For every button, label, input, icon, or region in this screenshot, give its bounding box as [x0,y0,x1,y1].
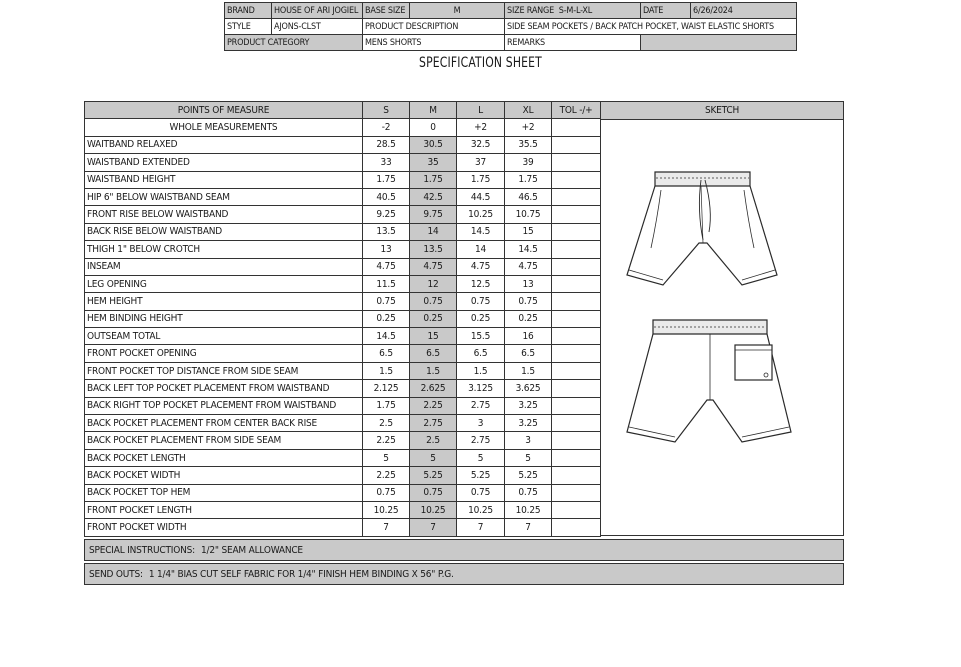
table-row [85,171,601,188]
table-row [85,501,601,518]
size-xl-value: 39 [505,154,552,171]
date-label: DATE [641,3,691,19]
size-m-value: 30.5 [410,136,457,153]
size-s-value: 5 [363,449,410,466]
size-s-value: 14.5 [363,328,410,345]
size-xl-value: 3 [505,432,552,449]
measure-name: BACK POCKET PLACEMENT FROM SIDE SEAM [85,432,363,449]
tolerance-value [552,397,601,414]
send-outs-label: SEND OUTS: [89,569,143,580]
table-row [85,154,601,171]
tolerance-value [552,328,601,345]
whole-measurements-row [85,119,601,136]
size-l-value: 3 [457,415,505,432]
size-s-value: 28.5 [363,136,410,153]
tolerance-value [552,501,601,518]
size-m-value: 10.25 [410,501,457,518]
size-m-value: 13.5 [410,241,457,258]
size-l-value: 2.75 [457,397,505,414]
table-row [85,484,601,501]
tolerance-value [552,519,601,536]
size-xl-value: 0.75 [505,293,552,310]
size-s-value: 2.25 [363,432,410,449]
size-s-value: 2.25 [363,467,410,484]
sketch-panel [600,101,844,536]
measure-name: BACK RISE BELOW WAISTBAND [85,223,363,240]
sketch-header: SKETCH [601,102,843,120]
size-l-value: 0.75 [457,484,505,501]
size-xl-value: 0.25 [505,310,552,327]
table-row [85,258,601,275]
tolerance-value [552,345,601,362]
send-outs-row [84,563,844,585]
measure-name: BACK LEFT TOP POCKET PLACEMENT FROM WAISTBAND [85,380,363,397]
tolerance-value [552,275,601,292]
size-s-value: 13.5 [363,223,410,240]
size-l-value: 15.5 [457,328,505,345]
tolerance-value [552,241,601,258]
measure-name: WAITBAND RELAXED [85,136,363,153]
tolerance-value [552,258,601,275]
size-s-value: 7 [363,519,410,536]
table-row [85,206,601,223]
size-m-value: 1.75 [410,171,457,188]
size-s-value: 40.5 [363,188,410,205]
size-s-value: 0.75 [363,293,410,310]
special-instructions-value: 1/2" SEAM ALLOWANCE [200,545,303,556]
tolerance-value [552,362,601,379]
tolerance-value [552,223,601,240]
size-s-value: 0.75 [363,484,410,501]
size-s-value: 6.5 [363,345,410,362]
size-l-value: 2.75 [457,432,505,449]
size-l-value: 1.75 [457,171,505,188]
size-l-value: 12.5 [457,275,505,292]
table-row [85,362,601,379]
size-xl-value: 3.625 [505,380,552,397]
size-s-value: 33 [363,154,410,171]
size-s-value: 4.75 [363,258,410,275]
size-m-value: 7 [410,519,457,536]
size-s-value: 9.25 [363,206,410,223]
measure-name: FRONT RISE BELOW WAISTBAND [85,206,363,223]
table-row [85,345,601,362]
size-s-value: 2.125 [363,380,410,397]
measure-name: BACK RIGHT TOP POCKET PLACEMENT FROM WAISTBAND [85,397,363,414]
size-m-value: 15 [410,328,457,345]
brand-label: BRAND [225,3,272,19]
size-m-value: 2.5 [410,432,457,449]
measure-name: HEM BINDING HEIGHT [85,310,363,327]
size-xl-value: 15 [505,223,552,240]
size-xl-value: 1.75 [505,171,552,188]
column-header-m: M [410,102,457,119]
size-l-value: 7 [457,519,505,536]
whole-measurements-label: WHOLE MEASUREMENTS [85,119,363,136]
size-xl-value: 10.75 [505,206,552,223]
sketch-drawings [601,120,843,535]
header-table [224,2,797,51]
size-l-value: 44.5 [457,188,505,205]
size-l-value: 37 [457,154,505,171]
page-title: SPECIFICATION SHEET [419,55,542,71]
style-value: AJONS-CLST [272,19,363,35]
size-xl-value: 0.75 [505,484,552,501]
size-l-value: 3.125 [457,380,505,397]
measure-name: WAISTBAND HEIGHT [85,171,363,188]
size-m-value: 2.25 [410,397,457,414]
size-range-value: S-M-L-XL [558,5,593,16]
measure-name: INSEAM [85,258,363,275]
size-xl-value: 10.25 [505,501,552,518]
measure-name: BACK POCKET TOP HEM [85,484,363,501]
tolerance-value [552,206,601,223]
size-m-value: 2.75 [410,415,457,432]
table-row [85,467,601,484]
remarks-label: REMARKS [505,35,641,51]
table-row [85,310,601,327]
size-l-value: 10.25 [457,206,505,223]
table-row [85,415,601,432]
size-s-value: 2.5 [363,415,410,432]
size-xl-value: 13 [505,275,552,292]
measure-name: LEG OPENING [85,275,363,292]
size-l-value: 5 [457,449,505,466]
size-xl-value: 14.5 [505,241,552,258]
table-row [85,380,601,397]
size-l-value: 14.5 [457,223,505,240]
size-s-value: 0.25 [363,310,410,327]
grade-l: +2 [457,119,505,136]
size-xl-value: 6.5 [505,345,552,362]
size-l-value: 5.25 [457,467,505,484]
size-range-cell [505,3,641,19]
back-shorts-sketch [627,320,791,442]
size-s-value: 1.5 [363,362,410,379]
size-l-value: 4.75 [457,258,505,275]
base-size-value: M [410,3,505,19]
measure-name: FRONT POCKET OPENING [85,345,363,362]
size-s-value: 10.25 [363,501,410,518]
size-l-value: 6.5 [457,345,505,362]
table-row [85,188,601,205]
size-m-value: 1.5 [410,362,457,379]
size-s-value: 13 [363,241,410,258]
size-xl-value: 16 [505,328,552,345]
size-m-value: 0.25 [410,310,457,327]
tolerance-value [552,136,601,153]
size-m-value: 6.5 [410,345,457,362]
measure-name: BACK POCKET PLACEMENT FROM CENTER BACK RISE [85,415,363,432]
size-m-value: 0.75 [410,484,457,501]
table-row [85,397,601,414]
column-header-s: S [363,102,410,119]
size-m-value: 2.625 [410,380,457,397]
measure-name: OUTSEAM TOTAL [85,328,363,345]
tolerance-value [552,449,601,466]
measure-name: HIP 6" BELOW WAISTBAND SEAM [85,188,363,205]
measure-name: FRONT POCKET TOP DISTANCE FROM SIDE SEAM [85,362,363,379]
tolerance-value [552,467,601,484]
size-m-value: 12 [410,275,457,292]
front-shorts-sketch [627,172,777,285]
size-m-value: 35 [410,154,457,171]
size-m-value: 0.75 [410,293,457,310]
size-xl-value: 7 [505,519,552,536]
tolerance-value [552,188,601,205]
measure-name: BACK POCKET LENGTH [85,449,363,466]
size-xl-value: 5.25 [505,467,552,484]
tolerance-value [552,310,601,327]
product-category-label: PRODUCT CATEGORY [225,35,363,51]
size-m-value: 5 [410,449,457,466]
spec-table [84,101,601,537]
measure-name: BACK POCKET WIDTH [85,467,363,484]
size-m-value: 42.5 [410,188,457,205]
tolerance-value [552,293,601,310]
size-l-value: 32.5 [457,136,505,153]
size-xl-value: 46.5 [505,188,552,205]
column-header-xl: XL [505,102,552,119]
size-l-value: 0.25 [457,310,505,327]
column-header-l: L [457,102,505,119]
size-m-value: 5.25 [410,467,457,484]
measure-name: FRONT POCKET WIDTH [85,519,363,536]
size-s-value: 11.5 [363,275,410,292]
special-instructions-label: SPECIAL INSTRUCTIONS: [89,545,195,556]
spec-table-header [85,102,601,119]
grade-s: -2 [363,119,410,136]
product-description-label: PRODUCT DESCRIPTION [363,19,505,35]
size-l-value: 1.5 [457,362,505,379]
tolerance-value [552,484,601,501]
size-xl-value: 4.75 [505,258,552,275]
column-header-tol: TOL -/+ [552,102,601,119]
table-row [85,293,601,310]
remarks-value [641,35,797,51]
tolerance-value [552,380,601,397]
table-row [85,328,601,345]
size-s-value: 1.75 [363,171,410,188]
grade-tol [552,119,601,136]
table-row [85,432,601,449]
size-xl-value: 3.25 [505,415,552,432]
date-value: 6/26/2024 [691,3,797,19]
size-xl-value: 3.25 [505,397,552,414]
size-s-value: 1.75 [363,397,410,414]
measure-name: FRONT POCKET LENGTH [85,501,363,518]
base-size-label: BASE SIZE [363,3,410,19]
table-row [85,136,601,153]
tolerance-value [552,415,601,432]
product-description-value: SIDE SEAM POCKETS / BACK PATCH POCKET, WAIST ELASTIC SHORTS [505,19,797,35]
grade-m: 0 [410,119,457,136]
special-instructions-row [84,539,844,561]
send-outs-value: 1 1/4" BIAS CUT SELF FABRIC FOR 1/4" FINISH HEM BINDING X 56" P.G. [148,569,454,580]
size-xl-value: 1.5 [505,362,552,379]
table-row [85,223,601,240]
table-row [85,519,601,536]
size-l-value: 0.75 [457,293,505,310]
brand-value: HOUSE OF ARI JOGIEL [272,3,363,19]
tolerance-value [552,154,601,171]
size-l-value: 10.25 [457,501,505,518]
tolerance-value [552,171,601,188]
style-label: STYLE [225,19,272,35]
table-row [85,275,601,292]
size-range-label: SIZE RANGE [507,5,555,16]
measure-name: HEM HEIGHT [85,293,363,310]
measure-name: THIGH 1" BELOW CROTCH [85,241,363,258]
measure-name: WAISTBAND EXTENDED [85,154,363,171]
table-row [85,241,601,258]
size-l-value: 14 [457,241,505,258]
product-category-value: MENS SHORTS [363,35,505,51]
grade-xl: +2 [505,119,552,136]
size-xl-value: 35.5 [505,136,552,153]
column-header-pom: POINTS OF MEASURE [85,102,363,119]
table-row [85,449,601,466]
tolerance-value [552,432,601,449]
size-m-value: 14 [410,223,457,240]
size-m-value: 4.75 [410,258,457,275]
size-m-value: 9.75 [410,206,457,223]
size-xl-value: 5 [505,449,552,466]
